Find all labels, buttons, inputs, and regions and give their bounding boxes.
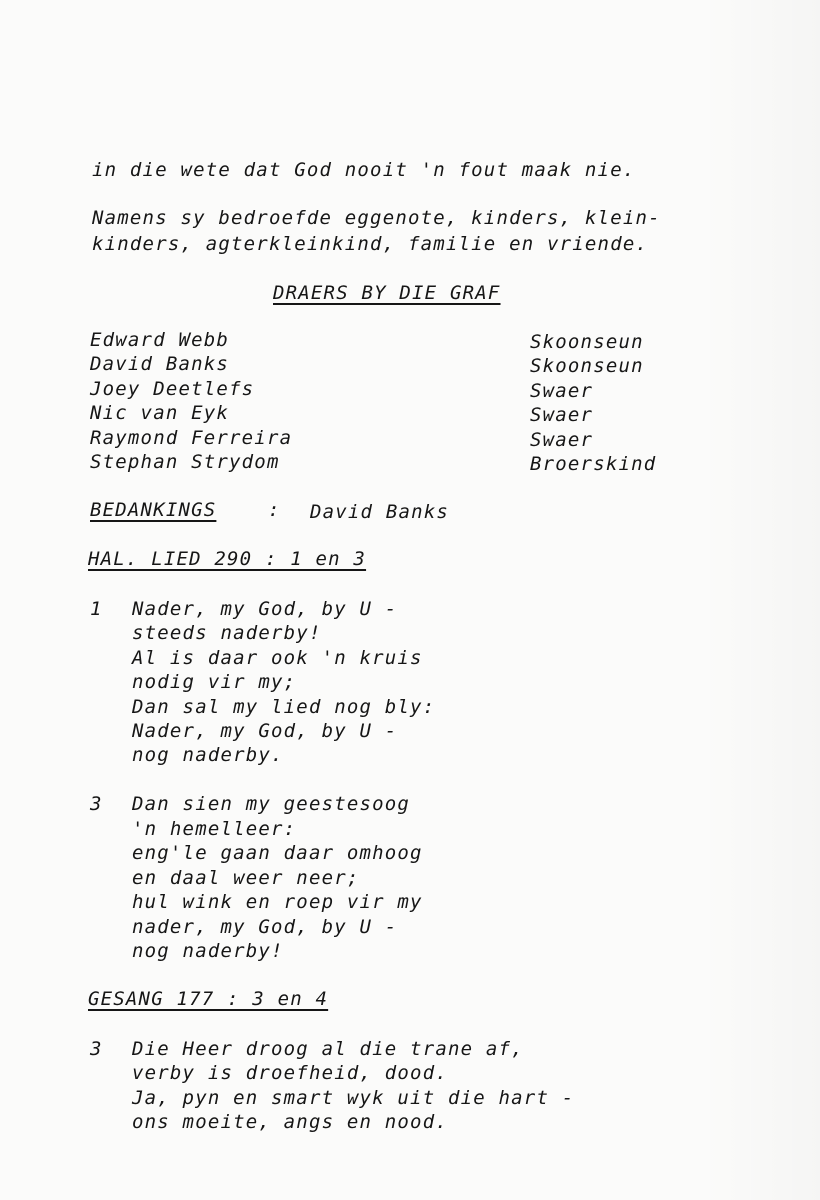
- verse-number: 1: [90, 598, 102, 620]
- verse-line: en daal weer neer;: [132, 867, 360, 889]
- verse-line: steeds naderby!: [132, 622, 322, 644]
- verse-line: nog naderby.: [132, 744, 284, 766]
- pallbearer-name: Stephan Strydom: [90, 451, 280, 473]
- verse-line: hul wink en roep vir my: [132, 891, 423, 913]
- verse-line: verby is droefheid, dood.: [132, 1062, 448, 1084]
- pallbearer-name: Nic van Eyk: [90, 402, 230, 424]
- hymn1-title: HAL. LIED 290 : 1 en 3: [88, 548, 367, 570]
- pallbearers-heading: DRAERS BY DIE GRAF: [273, 282, 501, 304]
- intro-line-2: Namens sy bedroefde eggenote, kinders, klein-: [92, 207, 661, 229]
- pallbearer-relation: Swaer: [530, 404, 594, 426]
- verse-line: Nader, my God, by U -: [132, 598, 398, 620]
- verse-line: ons moeite, angs en nood.: [132, 1111, 448, 1133]
- verse-number: 3: [90, 1038, 102, 1060]
- pallbearer-name: Joey Deetlefs: [90, 378, 255, 400]
- pallbearer-relation: Broerskind: [530, 453, 657, 475]
- verse-line: Al is daar ook 'n kruis: [132, 647, 423, 669]
- verse-line: nodig vir my;: [132, 671, 297, 693]
- intro-line-3: kinders, agterkleinkind, familie en vriende.: [92, 233, 649, 255]
- verse-line: 'n hemelleer:: [132, 818, 297, 840]
- intro-line-1: in die wete dat God nooit 'n fout maak nie.: [92, 159, 636, 181]
- verse-line: Dan sien my geestesoog: [132, 793, 411, 815]
- verse-line: Die Heer droog al die trane af,: [132, 1038, 524, 1060]
- thanks-label: BEDANKINGS: [90, 499, 217, 521]
- pallbearer-relation: Swaer: [530, 429, 594, 451]
- thanks-name: David Banks: [310, 501, 450, 523]
- hymn2-title: GESANG 177 : 3 en 4: [88, 988, 329, 1010]
- verse-line: Nader, my God, by U -: [132, 720, 398, 742]
- pallbearer-name: Edward Webb: [90, 329, 230, 351]
- pallbearer-name: David Banks: [90, 353, 230, 375]
- verse-line: eng'le gaan daar omhoog: [132, 842, 423, 864]
- verse-line: nog naderby!: [132, 940, 284, 962]
- verse-line: nader, my God, by U -: [132, 916, 398, 938]
- pallbearer-name: Raymond Ferreira: [90, 427, 293, 449]
- bleed-through-shadow: [700, 0, 820, 1200]
- thanks-separator: :: [268, 499, 281, 521]
- verse-line: Dan sal my lied nog bly:: [132, 696, 436, 718]
- pallbearer-relation: Skoonseun: [530, 331, 644, 353]
- verse-number: 3: [90, 793, 102, 815]
- pallbearer-relation: Skoonseun: [530, 355, 644, 377]
- pallbearer-relation: Swaer: [530, 380, 594, 402]
- verse-line: Ja, pyn en smart wyk uit die hart -: [132, 1087, 575, 1109]
